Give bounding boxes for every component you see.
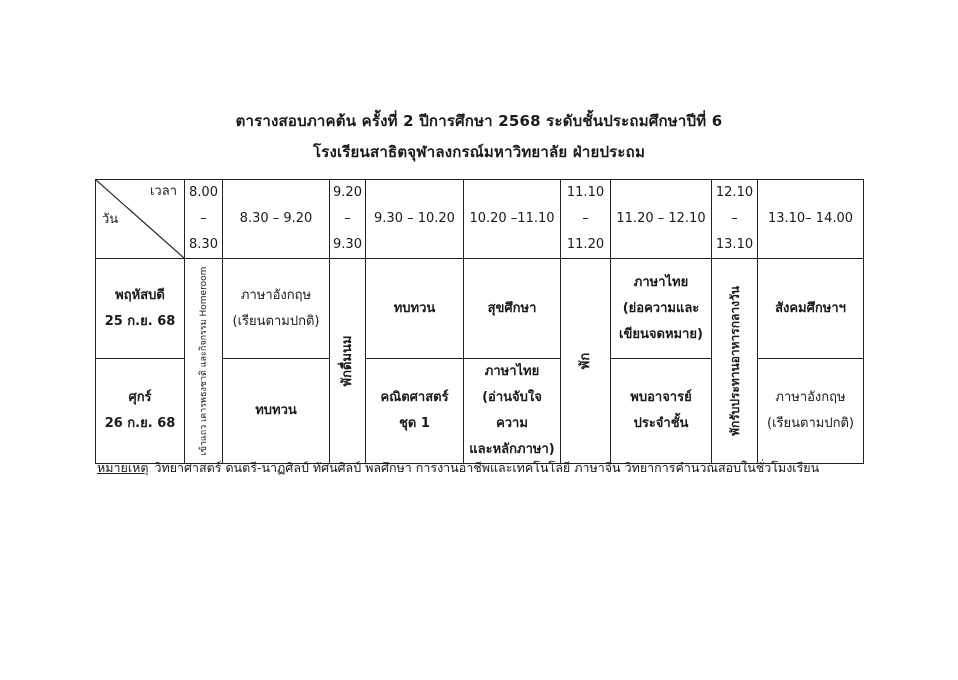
- subject-line: ภาษาไทย: [633, 274, 689, 290]
- subject-line: ทบทวน: [255, 403, 297, 418]
- homeroom-text: เข้าแถว เคารพธงชาติ และกิจกรรม Homeroom: [198, 266, 209, 456]
- lunch-break-text: พักรับประทานอาหารกลางวัน: [727, 286, 742, 436]
- time-slot-8: [712, 180, 758, 259]
- time-header-row: [96, 180, 864, 259]
- subject-line: ประจำชั้น: [633, 416, 689, 431]
- time-end: 13.10: [715, 237, 754, 252]
- day-label: วัน: [102, 212, 119, 227]
- subject-line: (ย่อความและ: [622, 300, 700, 316]
- subject-line: เขียนจดหมาย): [619, 326, 703, 342]
- time-end: 8.30: [189, 237, 218, 252]
- subject-line: ภาษาอังกฤษ: [240, 287, 312, 303]
- subject-cell: [366, 259, 464, 359]
- time-sep: –: [582, 211, 589, 226]
- corner-cell: [96, 180, 185, 259]
- subject-line: พบอาจารย์: [630, 390, 692, 405]
- subject-cell: [758, 259, 864, 359]
- footnote-text: วิทยาศาสตร์ ดนตรี-นาฏศิลป์ ทัศนศิลป์ พลศึกษา การงานอาชีพและเทคโนโลยี ภาษาจีน วิทยาการคำนวณสอบในชั่วโมงเรียน: [154, 460, 820, 475]
- subject-line: (อ่านจับใจความ: [482, 390, 542, 431]
- time-slot-9: 13.10– 14.00: [758, 180, 864, 259]
- day-name: พฤหัสบดี: [115, 287, 165, 303]
- subject-line: ชุด 1: [399, 416, 430, 431]
- time-sep: –: [200, 211, 207, 226]
- subject-line: สุขศึกษา: [487, 300, 537, 316]
- time-end: 9.30: [333, 237, 362, 252]
- time-slot-3: [330, 180, 366, 259]
- footnote-label: หมายเหตุ: [97, 460, 149, 475]
- subject-line: (เรียนตามปกติ): [232, 313, 320, 329]
- break-text: พัก: [577, 352, 593, 370]
- snack-break-cell: [330, 259, 366, 464]
- lunch-break-cell: [712, 259, 758, 464]
- day-date: 26 ก.ย. 68: [104, 416, 176, 431]
- time-slot-7: 11.20 – 12.10: [611, 180, 712, 259]
- subject-line: และหลักภาษา): [469, 442, 555, 457]
- time-end: 11.20: [566, 237, 605, 252]
- footnote: [97, 458, 819, 478]
- subject-cell: [611, 259, 712, 359]
- time-start: 11.10: [566, 185, 605, 200]
- subject-line: ภาษาอังกฤษ: [775, 390, 846, 405]
- homeroom-cell: [185, 259, 223, 464]
- time-slot-2: 8.30 – 9.20: [223, 180, 330, 259]
- time-sep: –: [344, 211, 351, 226]
- subject-line: สังคมศึกษาฯ: [775, 300, 846, 316]
- school-name: โรงเรียนสาธิตจุฬาลงกรณ์มหาวิทยาลัย ฝ่ายประถม: [312, 143, 646, 161]
- time-sep: –: [731, 211, 738, 226]
- subject-cell: [223, 259, 330, 359]
- time-start: 9.20: [333, 185, 362, 200]
- day-cell: [96, 359, 185, 464]
- subject-cell: [758, 359, 864, 464]
- subject-cell: [223, 359, 330, 464]
- subject-line: ทบทวน: [393, 300, 436, 316]
- subject-cell: [366, 359, 464, 464]
- subject-cell: [464, 259, 561, 359]
- subject-cell: [611, 359, 712, 464]
- document-title: ตารางสอบภาคต้น ครั้งที่ 2 ปีการศึกษา 2568 ระดับชั้นประถมศึกษาปีที่ 6: [235, 112, 723, 130]
- time-start: 8.00: [189, 185, 218, 200]
- day-cell: [96, 259, 185, 359]
- day-date: 25 ก.ย. 68: [104, 313, 176, 329]
- time-slot-1: [185, 180, 223, 259]
- time-start: 12.10: [715, 185, 754, 200]
- break-cell: [561, 259, 611, 464]
- exam-schedule-table: [95, 179, 864, 464]
- time-slot-5: 10.20 –11.10: [464, 180, 561, 259]
- time-slot-6: [561, 180, 611, 259]
- subject-line: (เรียนตามปกติ): [767, 416, 854, 431]
- subject-line: คณิตศาสตร์: [380, 390, 449, 405]
- snack-break-text: พักดื่มนม: [339, 335, 355, 387]
- subject-cell: [464, 359, 561, 464]
- time-label: เวลา: [149, 184, 177, 199]
- schedule-row-thursday: [96, 259, 864, 359]
- subject-line: ภาษาไทย: [484, 364, 540, 379]
- day-name: ศุกร์: [128, 390, 152, 405]
- time-slot-4: 9.30 – 10.20: [366, 180, 464, 259]
